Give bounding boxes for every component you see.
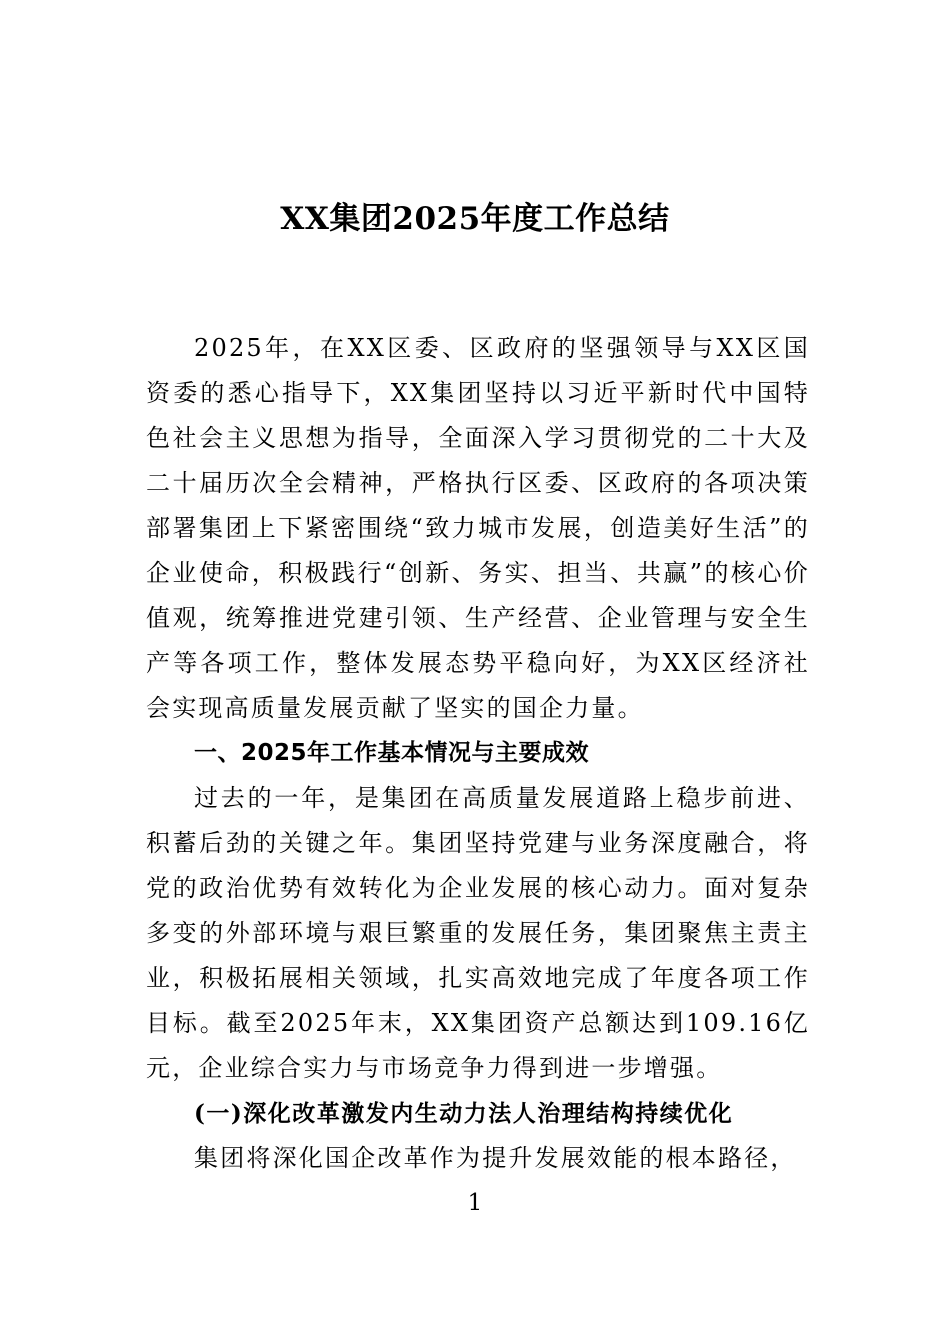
intro-paragraph: 2025年，在XX区委、区政府的坚强领导与XX区国资委的悉心指导下，XX集团坚持以习近平新时代中国特色社会主义思想为指导，全面深入学习贯彻党的二十大及二十届历次全会精神，严格执行区委、区政府的各项决策部署集团上下紧密围绕“致力城市发展，创造美好生活”的企业使命，积极践行“创新、务实、担当、共赢”的核心价值观，统筹推进党建引领、生产经营、企业管理与安全生产等各项工作，整体发展态势平稳向好，为XX区经济社会实现高质量发展贡献了坚实的国企力量。	[146, 334, 810, 722]
page-number: 1	[467, 1190, 483, 1216]
section-heading-1: 一、2025年工作基本情况与主要成效	[194, 740, 590, 766]
subsection-1-paragraph: 集团将深化国企改革作为提升发展效能的根本路径，	[194, 1144, 797, 1172]
section-1-paragraph: 过去的一年，是集团在高质量发展道路上稳步前进、积蓄后劲的关键之年。集团坚持党建与业务深度融合，将党的政治优势有效转化为企业发展的核心动力。面对复杂多变的外部环境与艰巨繁重的发展任务，集团聚焦主责主业，积极拓展相关领域，扎实高效地完成了年度各项工作目标。截至2025年末，XX集团资产总额达到109.16亿元，企业综合实力与市场竞争力得到进一步增强。	[146, 784, 810, 1082]
document-body	[146, 326, 810, 1181]
subsection-heading-1: (一)深化改革激发内生动力法人治理结构持续优化	[194, 1100, 734, 1127]
document-title: XX集团2025年度工作总结	[280, 201, 670, 237]
